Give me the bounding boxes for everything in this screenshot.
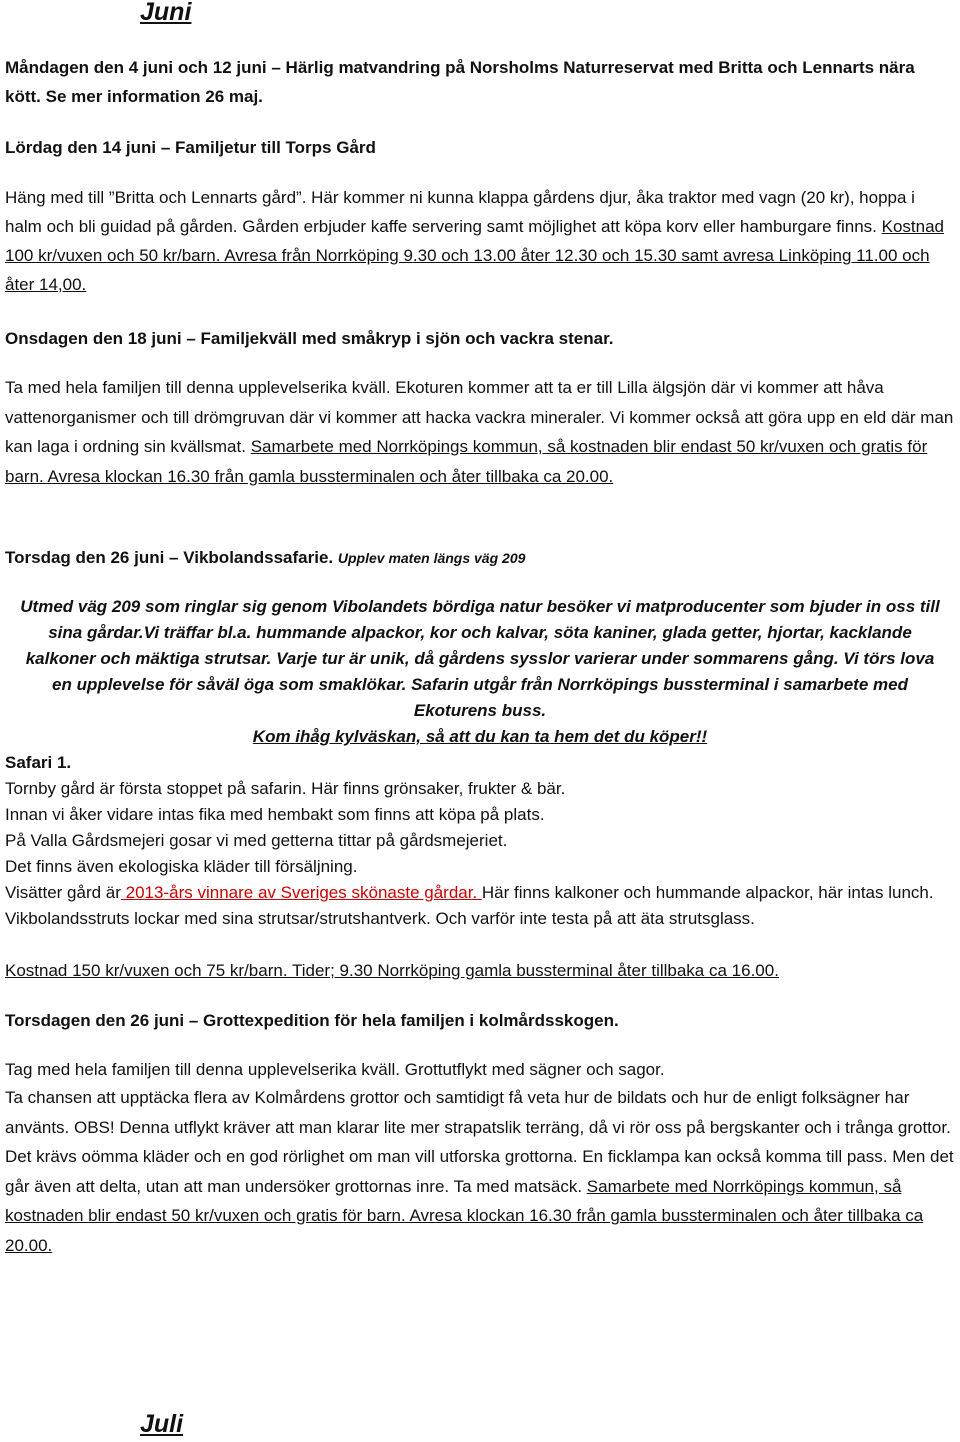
grott-intro-line: Tag med hela familjen till denna upplevelserika kväll. Grottutflykt med sägner och sagor. <box>5 1060 665 1079</box>
cost-and-times: Samarbete med Norrköpings kommun, så kostnaden blir endast 50 kr/vuxen och gratis för barn. Avresa klockan 16.30 från gamla bussterminalen och åter tillbaka ca 20.00. <box>5 437 928 486</box>
safari-cost: Kostnad 150 kr/vuxen och 75 kr/barn. Tider; 9.30 Norrköping gamla bussterminal åter tillbaka ca 16.00. <box>5 961 779 980</box>
body-text: Ta chansen att upptäcka flera av Kolmårdens grottor och samtidigt få veta hur de bildats och hur de enligt folksägner har använts. OBS! Denna utflykt kräver att man klarar lite mer strapatslik terräng, då vi rör oss på bergskanter och i trånga grottor. Det krävs oömma kläder och en god rörlighet om man vill utforska grottorna. En ficklampa kan också komma till pass. Men det går även att delta, utan att man undersöker grottornas inre. Ta med matsäck. <box>5 1088 954 1196</box>
body-text: Ta med hela familjen till denna upplevelserika kväll. Ekoturen kommer att ta er till Lilla älgsjön där vi kommer att håva vattenorganismer och till drömgruvan där vi kommer att hacka vackra mineraler. Vi kommer också att göra upp en eld där man kan laga i ordning sin kvällsmat. <box>5 378 954 456</box>
safari-line: På Valla Gårdsmejeri gosar vi med getterna tittar på gårdsmejeriet. <box>5 831 508 850</box>
safari-reminder: Kom ihåg kylväskan, så att du kan ta hem det du köper!! <box>252 727 708 746</box>
month-heading-july: Juli <box>140 1410 184 1438</box>
event-body-smakryp <box>5 373 955 491</box>
event-title-grottexpedition: Torsdagen den 26 juni – Grottexpedition för hela familjen i kolmårdsskogen. <box>5 1011 619 1030</box>
visatter-text-after: Här finns kalkoner och hummande alpackor, här intas lunch. Vikbolandsstruts lockar med sina strutsar/strutshantverk. Och varför inte testa på att äta strutsglass. <box>5 883 934 928</box>
event-title-matvandring: Måndagen den 4 juni och 12 juni – Härlig matvandring på Norsholms Naturreservat med Britta och Lennarts nära kött. Se mer information 26 maj. <box>5 58 915 106</box>
sveriges-skonaste-gardar-link[interactable]: 2013-års vinnare av Sveriges skönaste gårdar. <box>120 883 482 902</box>
event-title-smakryp: Onsdagen den 18 juni – Familjekväll med småkryp i sjön och vackra stenar. <box>5 329 614 348</box>
body-text: Häng med till ”Britta och Lennarts gård”. Här kommer ni kunna klappa gårdens djur, åka traktor med vagn (20 kr), hoppa i halm och bli guidad på gården. Gården erbjuder kaffe servering samt möjlighet att köpa korv eller hamburgare finns. <box>5 188 915 236</box>
month-heading-june: Juni <box>140 0 192 26</box>
safari-line: Innan vi åker vidare intas fika med hembakt som finns att köpa på plats. <box>5 805 545 824</box>
safari-line: Det finns även ekologiska kläder till försäljning. <box>5 857 358 876</box>
cost-and-times: Samarbete med Norrköpings kommun, så kostnaden blir endast 50 kr/vuxen och gratis för barn. Avresa klockan 16.30 från gamla bussterminalen och åter tillbaka ca 20.00. <box>5 1176 924 1255</box>
event-body-torps-gard <box>5 183 955 299</box>
event-body-grottexpedition <box>5 1083 955 1260</box>
cost-and-times: Kostnad 100 kr/vuxen och 50 kr/barn. Avresa från Norrköping 9.30 och 13.00 åter 12.30 och 15.30 samt avresa Linköping 11.00 och åter 14,00. <box>5 217 945 294</box>
event-subtitle: Upplev maten längs väg 209 <box>337 550 526 566</box>
safari-visatter <box>5 880 955 932</box>
event-title-vikbolandssafarie <box>5 544 955 572</box>
title-text: Torsdag den 26 juni – Vikbolandssafarie. <box>5 548 334 567</box>
safari-line: Tornby gård är första stoppet på safarin. Här finns grönsaker, frukter & bär. <box>5 779 566 798</box>
event-title-torps-gard: Lördag den 14 juni – Familjetur till Torps Gård <box>5 138 376 157</box>
safari-heading: Safari 1. <box>5 753 72 772</box>
visatter-text: Visätter gård är <box>5 883 121 902</box>
safari-intro: Utmed väg 209 som ringlar sig genom Vibolandets bördiga natur besöker vi matproducenter som bjuder in oss till sina gårdar.Vi träffar bl.a. hummande alpackor, kor och kalvar, söta kaniner, glada getter, hjortar, kacklande kalkoner och mäktiga strutsar. Varje tur är unik, då gårdens sysslor varierar under sommarens gång. Vi törs lova en upplevelse för såväl öga som smaklökar. Safarin utgår från Norrköpings bussterminal i samarbete med Ekoturens buss. <box>20 597 940 720</box>
